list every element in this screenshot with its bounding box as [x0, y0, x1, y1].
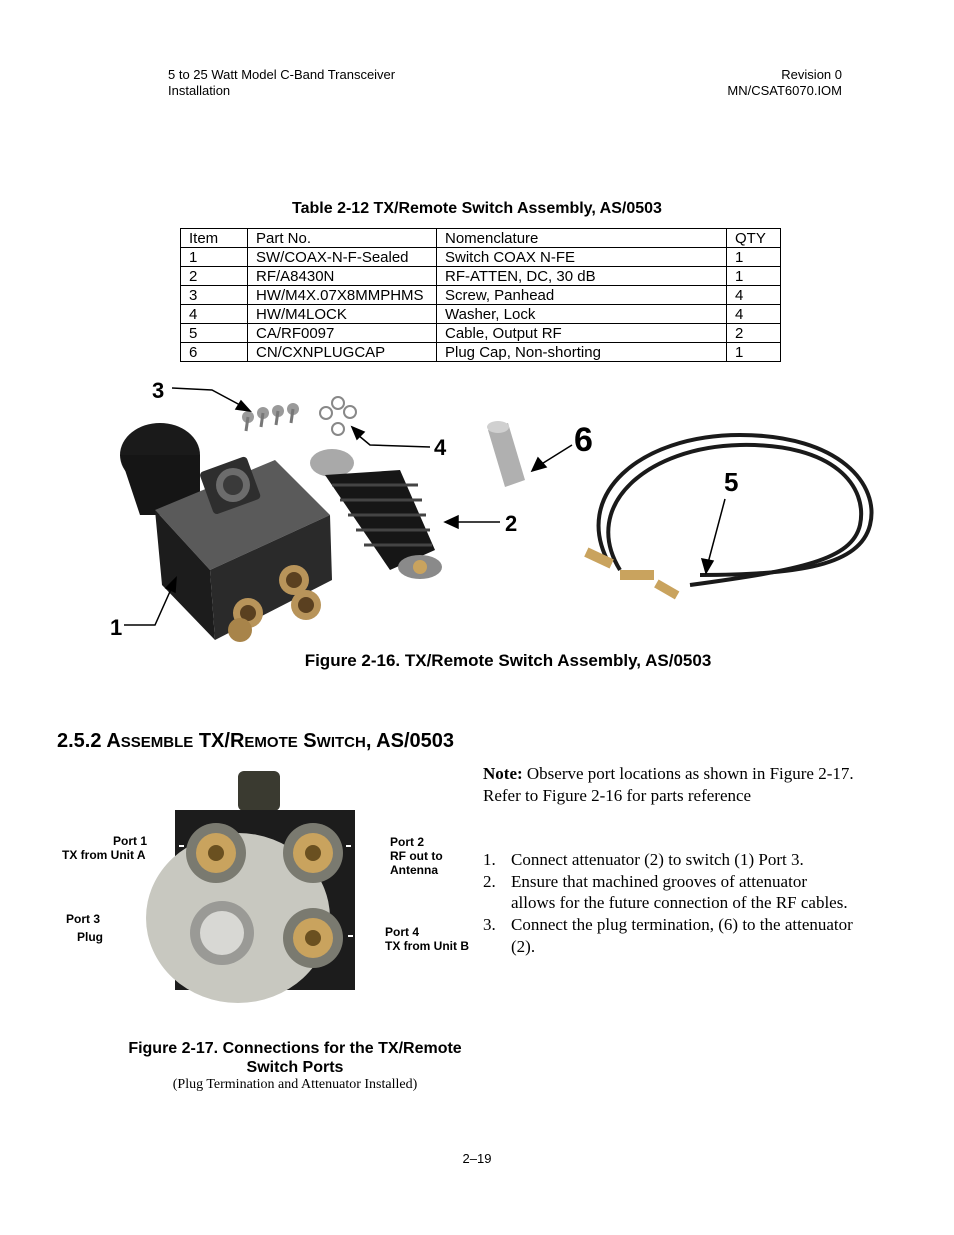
- cell-qty: 1: [727, 343, 781, 362]
- cell-part-no: CA/RF0097: [248, 324, 437, 343]
- table-row: [181, 305, 781, 324]
- cell-part-no: HW/M4X.07X8MMPHMS: [248, 286, 437, 305]
- callout-4: 4: [434, 435, 447, 460]
- page-header-right: [727, 67, 842, 99]
- step-number: 3.: [483, 915, 496, 935]
- section-heading: [57, 730, 454, 753]
- port1-description: TX from Unit A: [62, 848, 146, 862]
- cell-item: 6: [181, 343, 248, 362]
- section-title-part: S: [297, 730, 317, 752]
- cell-item: 5: [181, 324, 248, 343]
- column-header-qty: QTY: [727, 229, 781, 248]
- cell-item: 2: [181, 267, 248, 286]
- header-chapter: Installation: [168, 83, 231, 98]
- figure-17-caption-line1: Figure 2-17. Connections for the TX/Remote: [128, 1040, 462, 1057]
- port2-description: RF out to: [390, 849, 443, 863]
- column-header-part-no: Part No.: [248, 229, 437, 248]
- cell-item: 4: [181, 305, 248, 324]
- cell-part-no: CN/CXNPLUGCAP: [248, 343, 437, 362]
- coax-switch-illustration: [120, 423, 332, 642]
- section-title-part: A: [106, 730, 121, 752]
- table-caption: Table 2-12 TX/Remote Switch Assembly, AS/0503: [292, 200, 662, 217]
- table-row: [181, 248, 781, 267]
- port3-description: Plug: [77, 930, 103, 944]
- port2-description-2: Antenna: [390, 863, 438, 877]
- washers-illustration: [320, 397, 356, 435]
- header-revision: Revision 0: [781, 67, 842, 82]
- rf-cables-illustration: [584, 435, 871, 599]
- table-row: [181, 286, 781, 305]
- parts-table: [180, 228, 781, 362]
- figure-16-caption: Figure 2-16. TX/Remote Switch Assembly, AS/0503: [304, 651, 712, 670]
- step-text: Ensure that machined grooves of attenuator allows for the future connection of the RF cables.: [511, 871, 848, 913]
- section-title-part: , AS/0503: [365, 730, 455, 752]
- step-text: Connect attenuator (2) to switch (1) Port 3.: [511, 850, 804, 869]
- cell-qty: 1: [727, 267, 781, 286]
- cell-item: 1: [181, 248, 248, 267]
- note-label: Note:: [483, 764, 523, 783]
- cell-nomenclature: Cable, Output RF: [437, 324, 727, 343]
- port4-description: TX from Unit B: [385, 939, 469, 953]
- header-doc-title: 5 to 25 Watt Model C-Band Transceiver: [168, 67, 396, 82]
- section-number: 2.5.2: [57, 730, 102, 752]
- section-title-smallcaps: EMOTE: [244, 734, 298, 751]
- cell-part-no: RF/A8430N: [248, 267, 437, 286]
- instruction-list: [483, 849, 855, 958]
- figure-17-caption: [110, 1039, 480, 1077]
- figure-17-subcaption: (Plug Termination and Attenuator Installed): [172, 1077, 418, 1092]
- column-header-item: Item: [181, 229, 248, 248]
- port3-label: Port 3: [66, 912, 101, 926]
- cell-nomenclature: Washer, Lock: [437, 305, 727, 324]
- figure-17-caption-line2: Switch Ports: [246, 1059, 344, 1076]
- callout-1: 1: [110, 615, 123, 640]
- section-title-part: TX/R: [193, 730, 245, 752]
- note-paragraph: [483, 763, 855, 806]
- port4-label: Port 4: [385, 925, 420, 939]
- table-header-row: [181, 229, 781, 248]
- cell-nomenclature: Switch COAX N-FE: [437, 248, 727, 267]
- cell-qty: 4: [727, 286, 781, 305]
- cell-part-no: SW/COAX-N-F-Sealed: [248, 248, 437, 267]
- step-text: Connect the plug termination, (6) to the attenuator (2).: [511, 915, 853, 956]
- callout-6: 6: [574, 421, 593, 459]
- callout-3: 3: [152, 378, 165, 403]
- page-header-left: [168, 67, 395, 99]
- cell-qty: 1: [727, 248, 781, 267]
- step-number: 1.: [483, 850, 496, 869]
- plug-cap-illustration: [487, 421, 525, 487]
- cell-qty: 2: [727, 324, 781, 343]
- table-row: [181, 324, 781, 343]
- column-header-nomenclature: Nomenclature: [437, 229, 727, 248]
- cell-qty: 4: [727, 305, 781, 324]
- port1-label: Port 1: [113, 834, 148, 848]
- assembly-exploded-photo: [100, 375, 890, 645]
- callout-5: 5: [724, 467, 739, 497]
- list-item: [483, 914, 855, 957]
- screws-illustration: [242, 403, 299, 431]
- page-number: 2–19: [462, 1151, 492, 1166]
- header-doc-number: MN/CSAT6070.IOM: [727, 83, 842, 98]
- switch-ports-photo: [60, 768, 472, 1004]
- port2-label: Port 2: [390, 835, 425, 849]
- section-title-smallcaps: WITCH: [316, 734, 366, 751]
- list-item: [483, 871, 855, 914]
- cell-part-no: HW/M4LOCK: [248, 305, 437, 324]
- table-row: [181, 343, 781, 362]
- cell-nomenclature: Screw, Panhead: [437, 286, 727, 305]
- cell-item: 3: [181, 286, 248, 305]
- note-text: Observe port locations as shown in Figure 2-17. Refer to Figure 2-16 for parts reference: [483, 764, 854, 805]
- list-item: [483, 849, 855, 871]
- cell-nomenclature: RF-ATTEN, DC, 30 dB: [437, 267, 727, 286]
- callout-2: 2: [505, 511, 518, 536]
- step-number: 2.: [483, 871, 496, 891]
- section-title-smallcaps: SSEMBLE: [120, 734, 194, 751]
- cell-nomenclature: Plug Cap, Non-shorting: [437, 343, 727, 362]
- table-row: [181, 267, 781, 286]
